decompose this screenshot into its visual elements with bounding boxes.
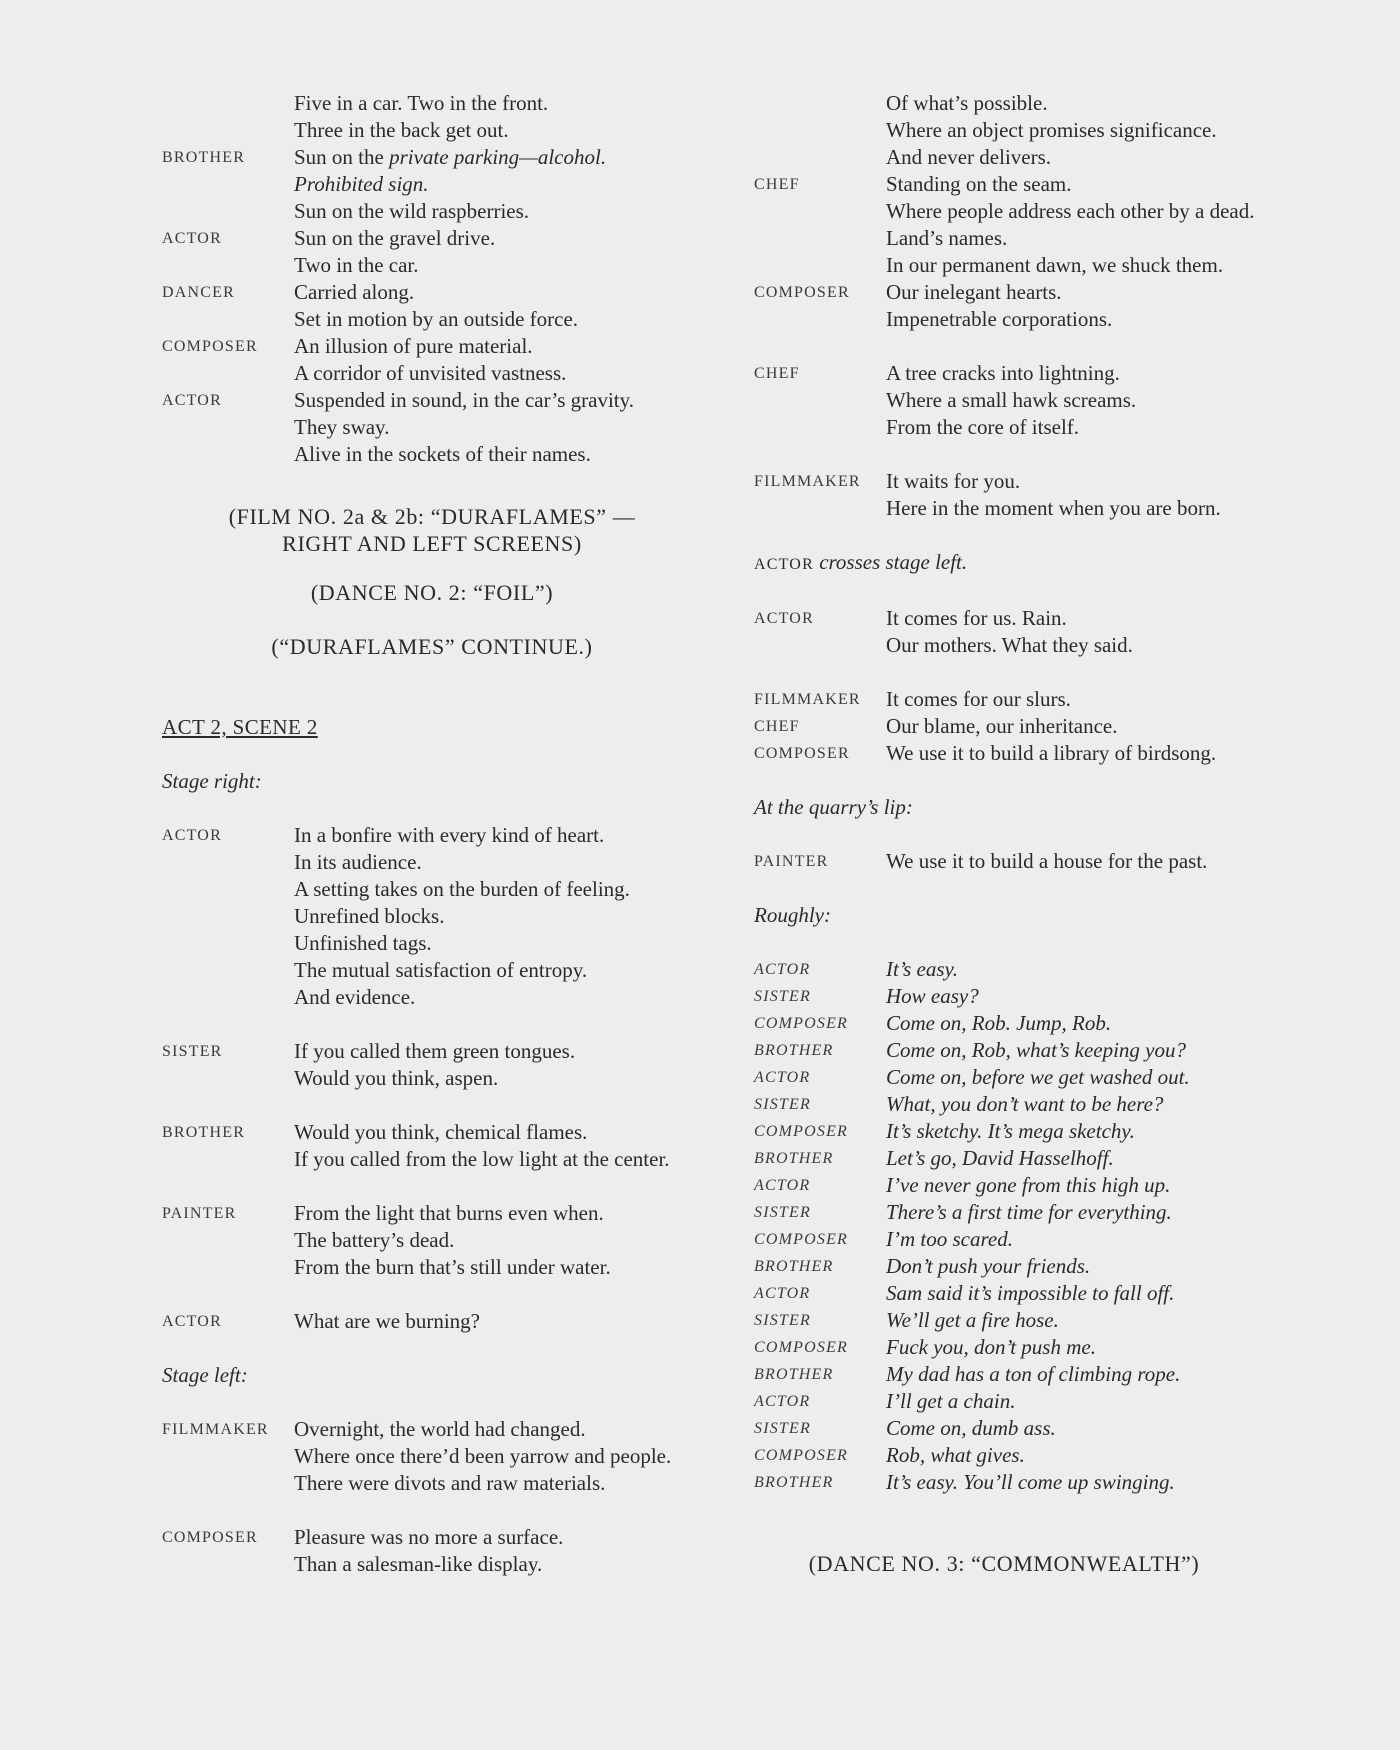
dialogue-line: It’s easy. You’ll come up swinging. <box>886 1470 1175 1494</box>
dialogue-line: There’s a first time for everything. <box>886 1200 1172 1224</box>
dialogue-line: They sway. <box>294 415 390 439</box>
dialogue-line: The battery’s dead. <box>294 1228 455 1252</box>
speaker-name: COMPOSER <box>754 1015 849 1032</box>
speaker-name: SISTER <box>754 1312 811 1329</box>
film-cue-line: (FILM NO. 2a & 2b: “DURAFLAMES” — <box>228 504 636 529</box>
dialogue-line: Prohibited sign. <box>294 172 429 196</box>
dialogue-entry <box>754 279 1374 333</box>
dialogue-entry <box>754 1037 1374 1064</box>
dialogue-line: Don’t push your friends. <box>886 1254 1091 1278</box>
dialogue-line: Our blame, our inheritance. <box>886 714 1118 738</box>
dialogue-line-part: Sun on the <box>294 145 390 169</box>
speaker-name: SISTER <box>162 1043 223 1060</box>
dialogue-line: We use it to build a library of birdsong. <box>886 741 1217 765</box>
dialogue-line: Carried along. <box>294 280 415 304</box>
speaker-name: ACTOR <box>162 230 222 247</box>
dialogue-line: Our mothers. What they said. <box>886 633 1133 657</box>
dialogue-line: Where once there’d been yarrow and people. <box>294 1444 672 1468</box>
dialogue-entry <box>754 1388 1374 1415</box>
dialogue-line: From the light that burns even when. <box>294 1201 604 1225</box>
dialogue-entry <box>754 1253 1374 1280</box>
speaker-name: COMPOSER <box>754 1339 849 1356</box>
stage-direction <box>754 549 1374 578</box>
dialogue-entry <box>754 713 1374 740</box>
dialogue-entry <box>754 983 1374 1010</box>
speaker-name: SISTER <box>754 988 811 1005</box>
dialogue-line: Set in motion by an outside force. <box>294 307 579 331</box>
dialogue-line: Come on, before we get washed out. <box>886 1065 1190 1089</box>
speaker-name: COMPOSER <box>754 284 850 301</box>
dialogue-entry <box>754 686 1374 713</box>
speaker-name: FILMMAKER <box>754 691 861 708</box>
dialogue-line: My dad has a ton of climbing rope. <box>886 1362 1181 1386</box>
dialogue-line: A tree cracks into lightning. <box>886 361 1120 385</box>
speaker-name: BROTHER <box>754 1366 834 1383</box>
dialogue-entry <box>754 90 1374 171</box>
dialogue-line: Our inelegant hearts. <box>886 280 1062 304</box>
dialogue-line: An illusion of pure material. <box>294 334 533 358</box>
dialogue-line: Pleasure was no more a surface. <box>294 1525 564 1549</box>
dialogue-line: It comes for us. Rain. <box>886 606 1067 630</box>
dialogue-line: Two in the car. <box>294 253 419 277</box>
dialogue-entry <box>754 1172 1374 1199</box>
dialogue-line: In a bonfire with every kind of heart. <box>294 823 605 847</box>
left-column <box>162 90 722 1578</box>
dialogue-entry <box>162 387 722 468</box>
dialogue-line: Fuck you, don’t push me. <box>886 1335 1096 1359</box>
dialogue-line: If you called from the low light at the center. <box>294 1147 670 1171</box>
dialogue-line: In its audience. <box>294 850 422 874</box>
speaker-name: ACTOR <box>162 392 222 409</box>
dialogue-line: In our permanent dawn, we shuck them. <box>886 253 1224 277</box>
speaker-name: BROTHER <box>754 1258 834 1275</box>
dialogue-line: Where an object promises significance. <box>886 118 1217 142</box>
dialogue-entry <box>162 144 722 225</box>
dialogue-line: Where a small hawk screams. <box>886 388 1137 412</box>
speaker-name: COMPOSER <box>162 1529 258 1546</box>
dialogue-line: Impenetrable corporations. <box>886 307 1113 331</box>
speaker-name: ACTOR <box>754 1285 811 1302</box>
speaker-name: COMPOSER <box>162 338 258 355</box>
speaker-name: CHEF <box>754 365 800 382</box>
speaker-name: PAINTER <box>754 853 829 870</box>
dialogue-line: There were divots and raw materials. <box>294 1471 606 1495</box>
dialogue-line: Alive in the sockets of their names. <box>294 442 591 466</box>
dialogue-entry <box>162 333 722 387</box>
stage-direction-character: ACTOR <box>754 556 814 573</box>
speaker-name: PAINTER <box>162 1205 237 1222</box>
dialogue-line: Unfinished tags. <box>294 931 432 955</box>
dialogue-entry <box>754 1442 1374 1469</box>
dialogue-entry <box>162 1524 722 1578</box>
dialogue-entry <box>754 1361 1374 1388</box>
speaker-name: BROTHER <box>754 1150 834 1167</box>
dialogue-entry <box>754 171 1374 279</box>
dialogue-line: It comes for our slurs. <box>886 687 1071 711</box>
dialogue-entry <box>754 605 1374 659</box>
dialogue-line: Overnight, the world had changed. <box>294 1417 586 1441</box>
dialogue-entry <box>754 1010 1374 1037</box>
speaker-name: BROTHER <box>162 149 246 166</box>
speaker-name: COMPOSER <box>754 1123 849 1140</box>
dialogue-line: Come on, dumb ass. <box>886 1416 1056 1440</box>
speaker-name: ACTOR <box>162 1313 222 1330</box>
dialogue-line: If you called them green tongues. <box>294 1039 576 1063</box>
dialogue-line: Unrefined blocks. <box>294 904 445 928</box>
stage-direction: Stage right: <box>162 769 262 793</box>
quarry-dialogue <box>754 956 1374 1496</box>
dialogue-entry <box>754 1064 1374 1091</box>
dialogue-entry <box>754 360 1374 441</box>
dialogue-line: Sun on the gravel drive. <box>294 226 496 250</box>
dialogue-entry <box>754 848 1374 875</box>
dialogue-line: Three in the back get out. <box>294 118 509 142</box>
dialogue-entry <box>162 1416 722 1497</box>
dialogue-line: I’ve never gone from this high up. <box>886 1173 1171 1197</box>
dialogue-line: Five in a car. Two in the front. <box>294 91 549 115</box>
dance-cue: (DANCE NO. 3: “COMMONWEALTH”) <box>808 1551 1200 1576</box>
dialogue-line: What are we burning? <box>294 1309 480 1333</box>
dialogue-line: It waits for you. <box>886 469 1021 493</box>
speaker-name: SISTER <box>754 1096 811 1113</box>
dialogue-entry <box>754 1091 1374 1118</box>
film-cue-line: RIGHT AND LEFT SCREENS) <box>282 531 582 556</box>
dialogue-entry <box>162 1200 722 1281</box>
dialogue-line: The mutual satisfaction of entropy. <box>294 958 588 982</box>
film-cue <box>162 503 702 557</box>
dialogue-line: Land’s names. <box>886 226 1008 250</box>
speaker-name: DANCER <box>162 284 235 301</box>
dialogue-entry <box>162 822 722 1011</box>
speaker-name: CHEF <box>754 718 800 735</box>
speaker-name: SISTER <box>754 1204 811 1221</box>
dialogue-line: I’ll get a chain. <box>886 1389 1016 1413</box>
scene-heading: ACT 2, SCENE 2 <box>162 715 318 739</box>
dialogue-entry <box>162 1308 722 1335</box>
dialogue-line: From the core of itself. <box>886 415 1080 439</box>
dialogue-line: And never delivers. <box>886 145 1052 169</box>
dialogue-line: Standing on the seam. <box>886 172 1072 196</box>
dialogue-line: What, you don’t want to be here? <box>886 1092 1164 1116</box>
dialogue-line: Sam said it’s impossible to fall off. <box>886 1281 1175 1305</box>
dialogue-entry <box>754 1469 1374 1496</box>
dialogue-entry <box>162 1119 722 1173</box>
dialogue-line: Suspended in sound, in the car’s gravity. <box>294 388 635 412</box>
speaker-name: COMPOSER <box>754 745 850 762</box>
dialogue-line: It’s sketchy. It’s mega sketchy. <box>886 1119 1135 1143</box>
dialogue-line: It’s easy. <box>886 957 958 981</box>
speaker-name: FILMMAKER <box>162 1421 269 1438</box>
dialogue-entry <box>754 1226 1374 1253</box>
dialogue-line: And evidence. <box>294 985 416 1009</box>
stage-direction: At the quarry’s lip: <box>754 795 913 819</box>
dialogue-entry <box>754 1280 1374 1307</box>
dialogue-line: Let’s go, David Hasselhoff. <box>886 1146 1114 1170</box>
stage-direction: Stage left: <box>162 1363 248 1387</box>
dialogue-entry <box>162 90 722 144</box>
speaker-name: BROTHER <box>162 1124 246 1141</box>
dialogue-line: Where people address each other by a dead. <box>886 199 1255 223</box>
speaker-name: COMPOSER <box>754 1231 849 1248</box>
dialogue-line: We use it to build a house for the past. <box>886 849 1208 873</box>
dialogue-entry <box>754 1334 1374 1361</box>
dialogue-line: From the burn that’s still under water. <box>294 1255 611 1279</box>
right-column <box>754 90 1374 1577</box>
dialogue-line: We’ll get a fire hose. <box>886 1308 1059 1332</box>
speaker-name: ACTOR <box>754 1069 811 1086</box>
dialogue-line: Than a salesman-like display. <box>294 1552 543 1576</box>
dialogue-entry <box>162 279 722 333</box>
speaker-name: CHEF <box>754 176 800 193</box>
stage-direction: Roughly: <box>754 903 831 927</box>
speaker-name: SISTER <box>754 1420 811 1437</box>
speaker-name: ACTOR <box>754 961 811 978</box>
dialogue-line: How easy? <box>886 984 979 1008</box>
speaker-name: ACTOR <box>754 610 814 627</box>
dialogue-line: A corridor of unvisited vastness. <box>294 361 567 385</box>
dialogue-line: Sun on the wild raspberries. <box>294 199 530 223</box>
dialogue-line: Of what’s possible. <box>886 91 1048 115</box>
dialogue-entry <box>162 225 722 279</box>
dialogue-line: Rob, what gives. <box>886 1443 1025 1467</box>
dialogue-line: Come on, Rob. Jump, Rob. <box>886 1011 1112 1035</box>
dialogue-line: A setting takes on the burden of feeling. <box>294 877 630 901</box>
speaker-name: ACTOR <box>162 827 222 844</box>
dialogue-line: I’m too scared. <box>886 1227 1013 1251</box>
dialogue-entry <box>754 1307 1374 1334</box>
dance-cue: (DANCE NO. 2: “FOIL”) <box>310 580 554 605</box>
dialogue-entry <box>162 1038 722 1092</box>
speaker-name: BROTHER <box>754 1042 834 1059</box>
dialogue-entry <box>754 1199 1374 1226</box>
dialogue-entry <box>754 956 1374 983</box>
stage-direction-text: crosses stage left. <box>813 550 968 574</box>
speaker-name: COMPOSER <box>754 1447 849 1464</box>
dialogue-entry <box>754 1415 1374 1442</box>
speaker-name: ACTOR <box>754 1393 811 1410</box>
continue-cue: (“DURAFLAMES” CONTINUE.) <box>271 634 593 659</box>
dialogue-entry <box>754 468 1374 522</box>
speaker-name: ACTOR <box>754 1177 811 1194</box>
dialogue-line: Would you think, aspen. <box>294 1066 499 1090</box>
dialogue-line-italic-part: private parking—alcohol. <box>389 145 607 169</box>
dialogue-entry <box>754 740 1374 767</box>
dialogue-line <box>294 144 722 171</box>
dialogue-line: Here in the moment when you are born. <box>886 496 1221 520</box>
dialogue-entry <box>754 1145 1374 1172</box>
dialogue-line: Come on, Rob, what’s keeping you? <box>886 1038 1186 1062</box>
speaker-name: FILMMAKER <box>754 473 861 490</box>
speaker-name: BROTHER <box>754 1474 834 1491</box>
dialogue-line: Would you think, chemical flames. <box>294 1120 588 1144</box>
dialogue-entry <box>754 1118 1374 1145</box>
